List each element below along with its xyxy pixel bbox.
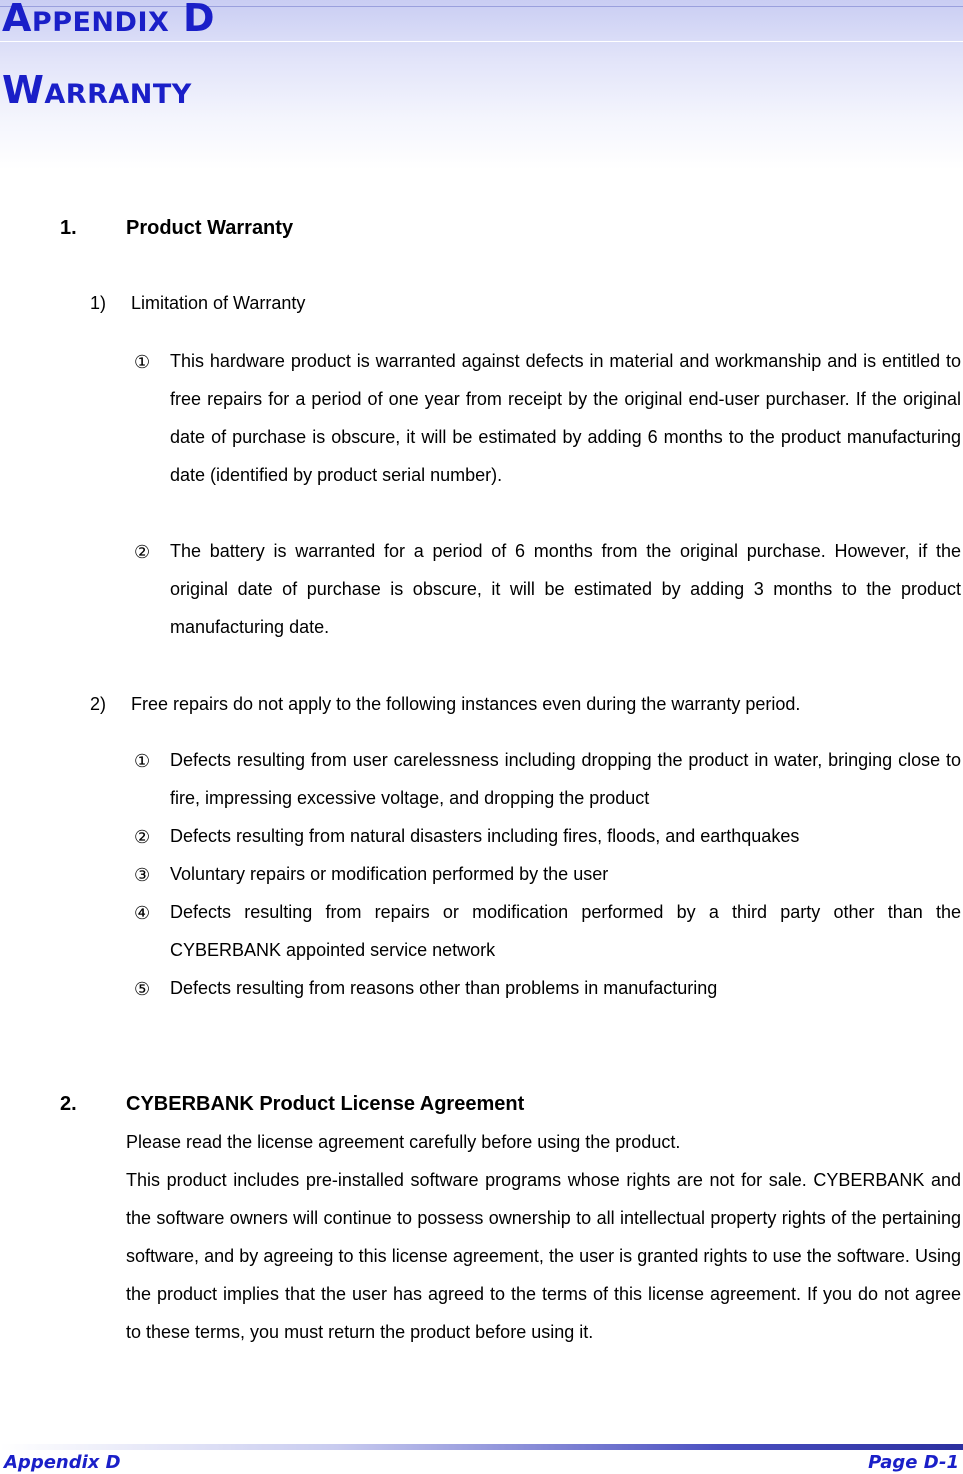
list-marker: ②	[134, 827, 151, 847]
subsection-number: 2)	[90, 694, 107, 714]
footer-appendix-label: Appendix D	[4, 1452, 121, 1473]
list-marker: ①	[134, 352, 151, 372]
list-marker: ③	[134, 865, 151, 885]
list-item: Defects resulting from user carelessness including dropping the product in water, bringing close to fire, impressing excessive voltage, and dropping the product	[170, 750, 961, 808]
list-marker: ②	[134, 542, 151, 562]
list-item: The battery is warranted for a period of 6 months from the original purchase. However, if the original date of purchase is obscure, it will be estimated by adding 3 months to the product manufacturing date.	[170, 541, 961, 637]
subsection-heading: Free repairs do not apply to the following instances even during the warranty period.	[131, 694, 801, 714]
page-number: Page D-1	[868, 1452, 959, 1473]
section-title: Warranty	[2, 68, 192, 112]
list-item: Defects resulting from natural disasters including fires, floods, and earthquakes	[170, 826, 800, 846]
list-item: Defects resulting from repairs or modification performed by a third party other than the CYBERBANK appointed service network	[170, 902, 961, 960]
section-number: 2.	[60, 1093, 77, 1115]
list-item: This hardware product is warranted against defects in material and workmanship and is entitled to free repairs for a period of one year from receipt by the original end-user purchaser. If the original date of purchase is obscure, it will be estimated by adding 6 months to the product manufacturing date (identified by product serial number).	[170, 351, 961, 485]
list-marker: ①	[134, 751, 151, 771]
subsection-heading: Limitation of Warranty	[131, 293, 306, 313]
list-item: Voluntary repairs or modification performed by the user	[170, 864, 609, 884]
appendix-title: Appendix D	[2, 0, 216, 40]
list-marker: ⑤	[134, 979, 151, 999]
header-divider	[0, 41, 963, 42]
section-number: 1.	[60, 217, 77, 239]
subsection-number: 1)	[90, 293, 107, 313]
list-item: Defects resulting from reasons other than problems in manufacturing	[170, 978, 718, 998]
footer-rule	[0, 1444, 963, 1450]
list-marker: ④	[134, 903, 151, 923]
section-heading: Product Warranty	[126, 217, 294, 239]
section-heading: CYBERBANK Product License Agreement	[126, 1093, 525, 1115]
paragraph: Please read the license agreement carefully before using the product.	[126, 1132, 681, 1152]
paragraph: This product includes pre-installed software programs whose rights are not for sale. CYBERBANK and the software owners will continue to possess ownership to all intellectual property rights of the pertaining software, and by agreeing to this license agreement, the user is granted rights to use the software. Using the product implies that the user has agreed to the terms of this license agreement. If you do not agree to these terms, you must return the product before using it.	[126, 1170, 961, 1342]
